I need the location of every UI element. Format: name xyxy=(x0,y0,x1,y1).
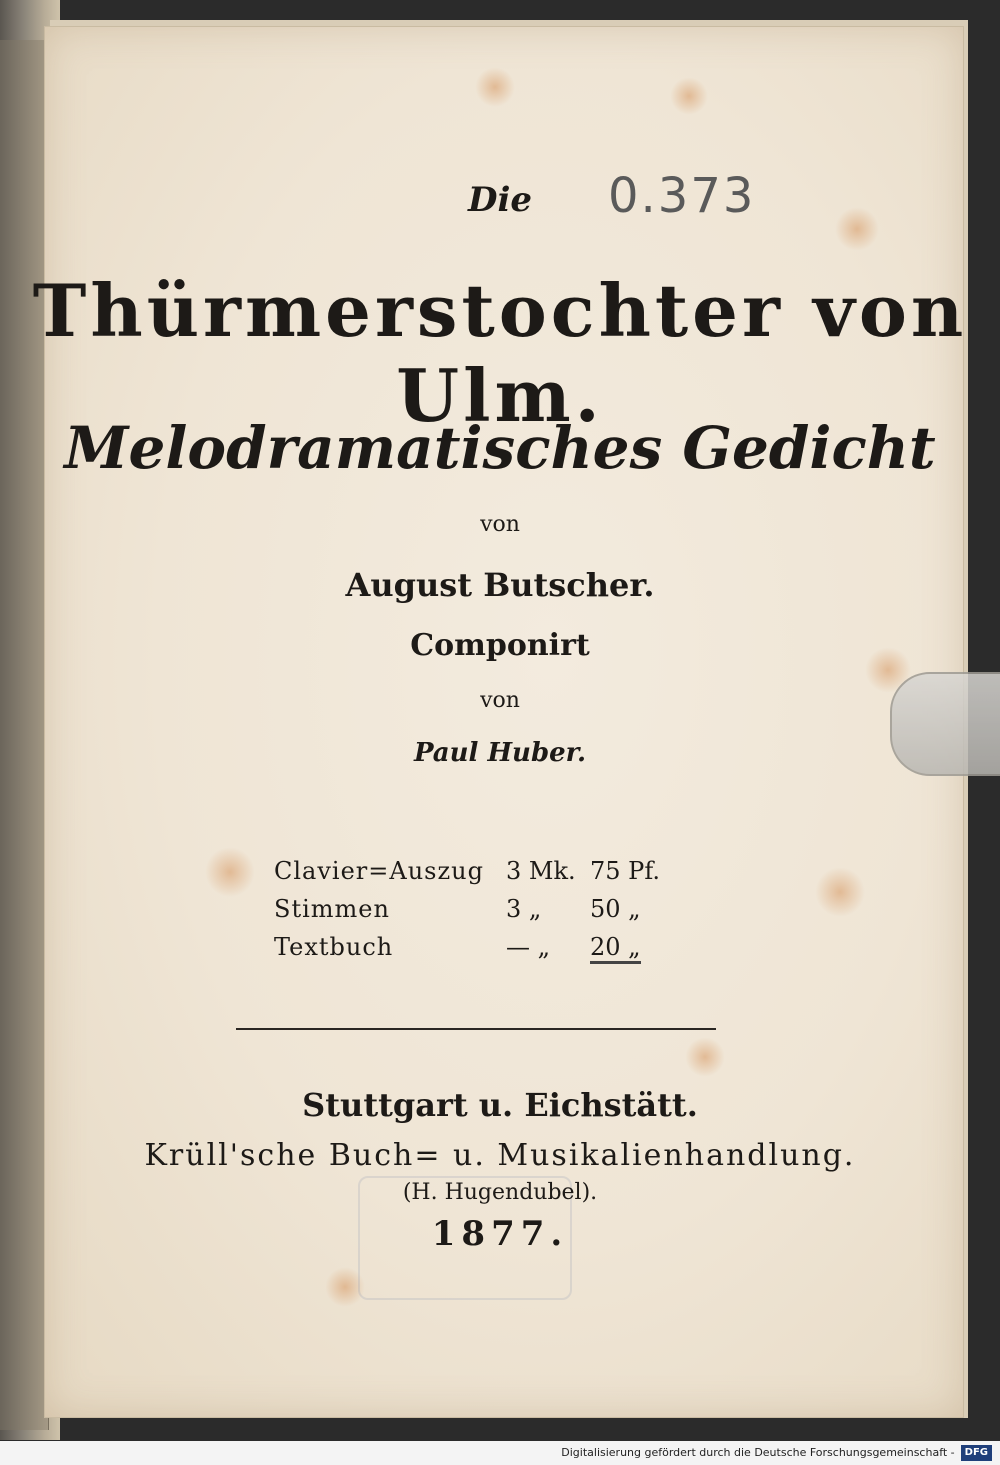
foxing-spot xyxy=(815,867,865,917)
footer-text: Digitalisierung gefördert durch die Deutsche Forschungsgemeinschaft - xyxy=(561,1446,955,1459)
foxing-spot xyxy=(685,1037,725,1077)
dfg-logo-icon: DFG xyxy=(961,1445,992,1461)
price-row xyxy=(274,890,670,928)
imprint-year: 1877. xyxy=(431,1214,569,1254)
price-pfennig xyxy=(590,928,670,966)
title-article: Die xyxy=(467,180,533,220)
by-label-author: von xyxy=(480,512,520,537)
divider-rule xyxy=(236,1028,716,1030)
by-label-composer: von xyxy=(480,688,520,713)
price-item-name: Textbuch xyxy=(274,933,394,961)
imprint-city: Stuttgart u. Eichstätt. xyxy=(302,1086,698,1124)
imprint-publisher: Krüll'sche Buch= u. Musikalienhandlung. xyxy=(144,1138,856,1173)
price-mark: 3 „ xyxy=(506,895,542,923)
price-mark: — „ xyxy=(506,933,551,961)
composer-name: Paul Huber. xyxy=(413,738,587,768)
price-row xyxy=(274,852,670,890)
foxing-spot xyxy=(670,77,708,115)
composed-label: Componirt xyxy=(410,628,590,663)
subtitle: Melodramatisches Gedicht xyxy=(64,414,936,482)
price-item-name: Clavier=Auszug xyxy=(274,857,484,885)
author-name: August Butscher. xyxy=(345,566,655,604)
price-pfennig: 75 Pf. xyxy=(590,857,660,885)
page-title: Thürmerstochter von Ulm. xyxy=(32,268,968,438)
imprint-owner: (H. Hugendubel). xyxy=(402,1180,598,1205)
handwritten-underline: 20 „ xyxy=(590,933,641,964)
price-row xyxy=(274,928,670,966)
price-item-name: Stimmen xyxy=(274,895,390,923)
foxing-spot xyxy=(205,847,255,897)
price-mark: 3 Mk. xyxy=(506,857,576,885)
price-list xyxy=(274,852,670,966)
price-pfennig: 50 „ xyxy=(590,895,641,923)
catalog-number: 0.373 xyxy=(608,168,756,224)
digitization-footer xyxy=(0,1441,1000,1465)
foxing-spot xyxy=(475,67,515,107)
